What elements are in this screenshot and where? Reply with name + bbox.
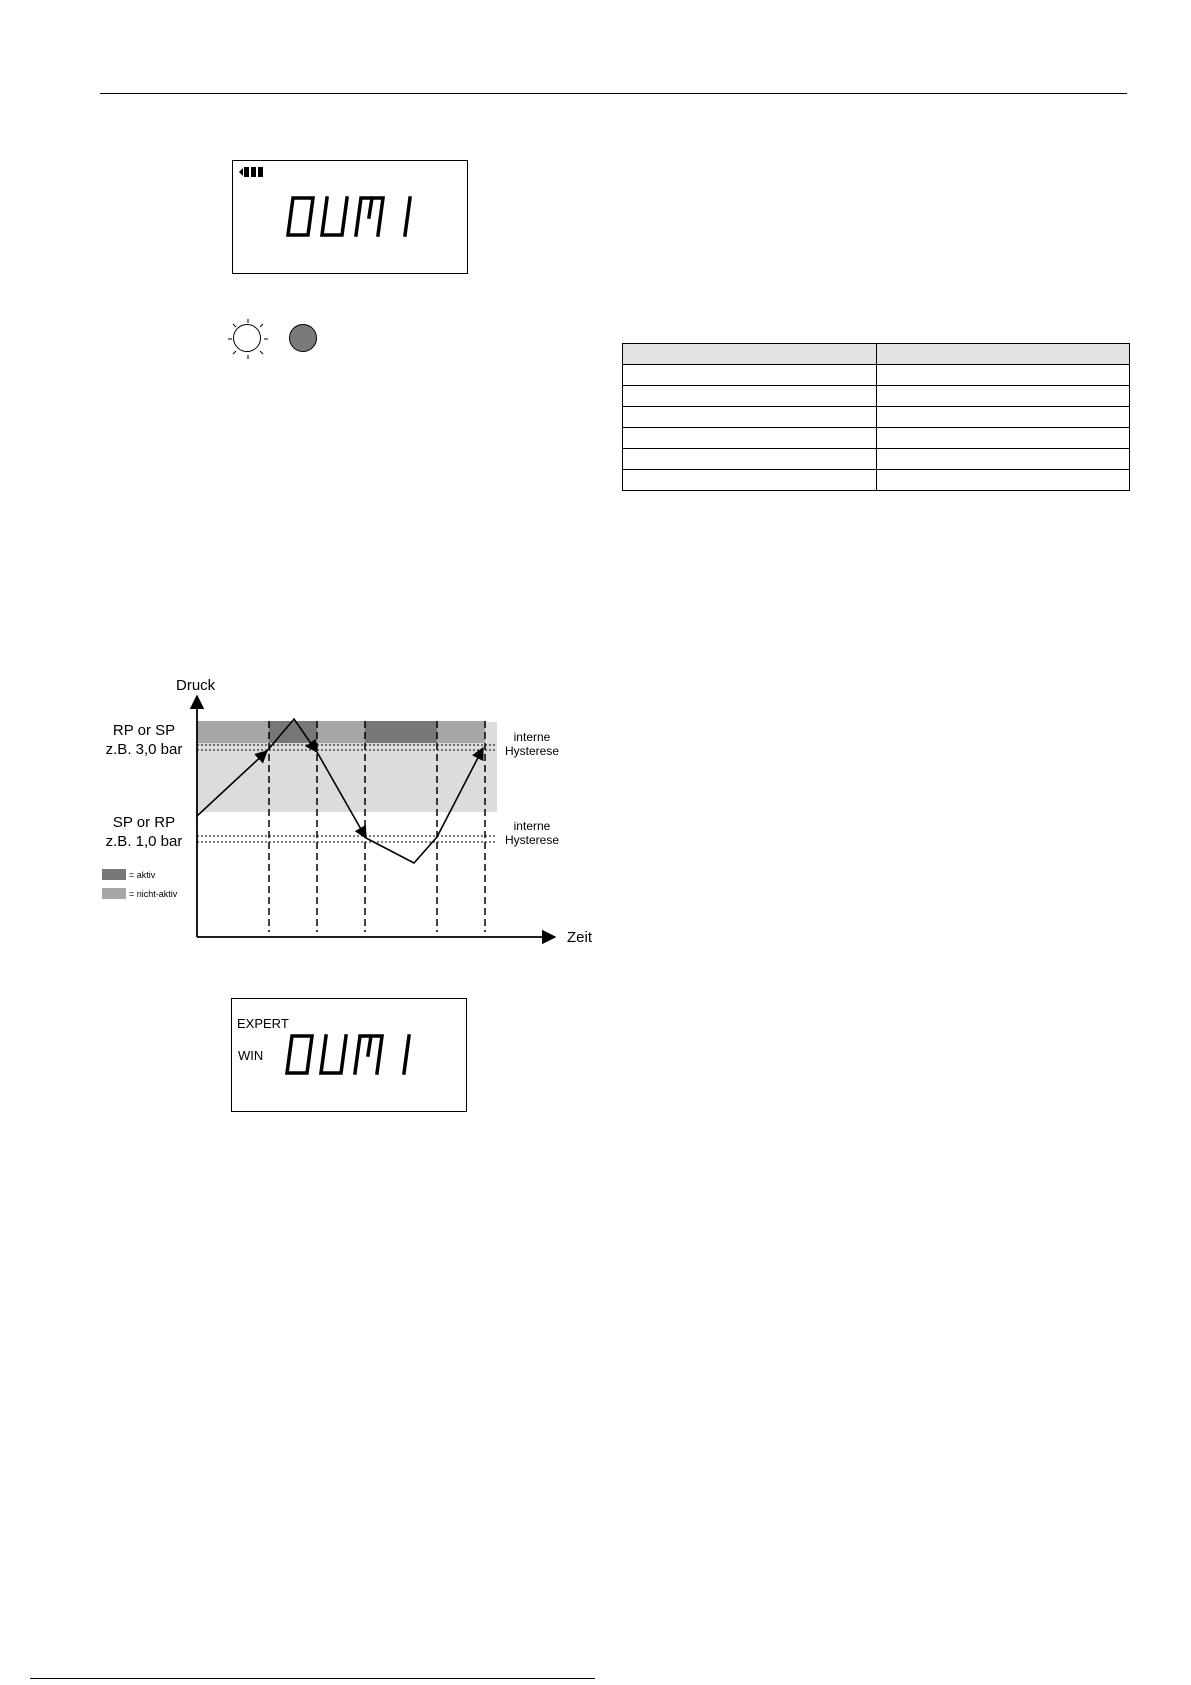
header-rule — [100, 93, 1127, 94]
seven-segment-readout — [288, 198, 410, 235]
status-inactive-1 — [197, 721, 269, 743]
table-cell — [876, 449, 1130, 470]
table-cell — [623, 470, 877, 491]
table-cell — [623, 344, 877, 365]
table-row — [623, 449, 1130, 470]
table-row — [623, 407, 1130, 428]
upper-hyst-1: interne — [513, 730, 551, 744]
table-cell — [876, 386, 1130, 407]
upper-hyst-2: Hysterese — [504, 744, 560, 758]
legend-inactive-swatch — [102, 888, 126, 899]
seven-segment-readout — [287, 1036, 409, 1073]
table-cell — [876, 407, 1130, 428]
legend-active-swatch — [102, 869, 126, 880]
table-row — [623, 365, 1130, 386]
table-cell — [623, 365, 877, 386]
table-row — [623, 470, 1130, 491]
table-cell — [623, 449, 877, 470]
legend-inactive-label: = nicht-aktiv — [129, 889, 178, 899]
table-cell — [623, 386, 877, 407]
lcd-bottom-text: OUT 1 — [232, 999, 235, 1000]
lcd-bottom-graphics — [232, 999, 468, 1113]
lcd-win-label: WIN — [238, 1048, 264, 1063]
led-blinking-icon — [233, 324, 261, 352]
upper-label-2: z.B. 3,0 bar — [105, 741, 183, 758]
y-axis-label: Druck — [176, 677, 216, 694]
lower-hyst-2: Hysterese — [504, 833, 560, 847]
lcd-top-text: OUT 1 — [233, 161, 236, 162]
battery-icon — [239, 167, 263, 177]
table-cell — [876, 428, 1130, 449]
table-row — [623, 428, 1130, 449]
lower-label-2: z.B. 1,0 bar — [105, 833, 183, 850]
table-row — [623, 344, 1130, 365]
table-cell — [876, 365, 1130, 386]
lcd-expert-label: EXPERT — [237, 1016, 289, 1031]
status-inactive-2 — [317, 721, 365, 743]
table-cell — [876, 470, 1130, 491]
lcd-top-graphics — [233, 161, 469, 275]
status-active-2 — [365, 721, 437, 743]
upper-label-1: RP or SP — [112, 722, 176, 739]
led-on-icon — [289, 324, 317, 352]
table-cell — [623, 428, 877, 449]
legend-active-label: = aktiv — [129, 870, 156, 880]
table-cell — [876, 344, 1130, 365]
status-inactive-3 — [437, 721, 485, 743]
lcd-display-bottom — [231, 998, 467, 1112]
lcd-display-top — [232, 160, 468, 274]
table-row — [623, 386, 1130, 407]
x-axis-label: Zeit — [567, 929, 593, 946]
hysteresis-diagram — [95, 672, 605, 957]
parameter-table — [622, 343, 1130, 491]
lower-hyst-1: interne — [513, 819, 551, 833]
lower-label-1: SP or RP — [112, 814, 176, 831]
table-cell — [623, 407, 877, 428]
footer-rule — [30, 1678, 595, 1679]
